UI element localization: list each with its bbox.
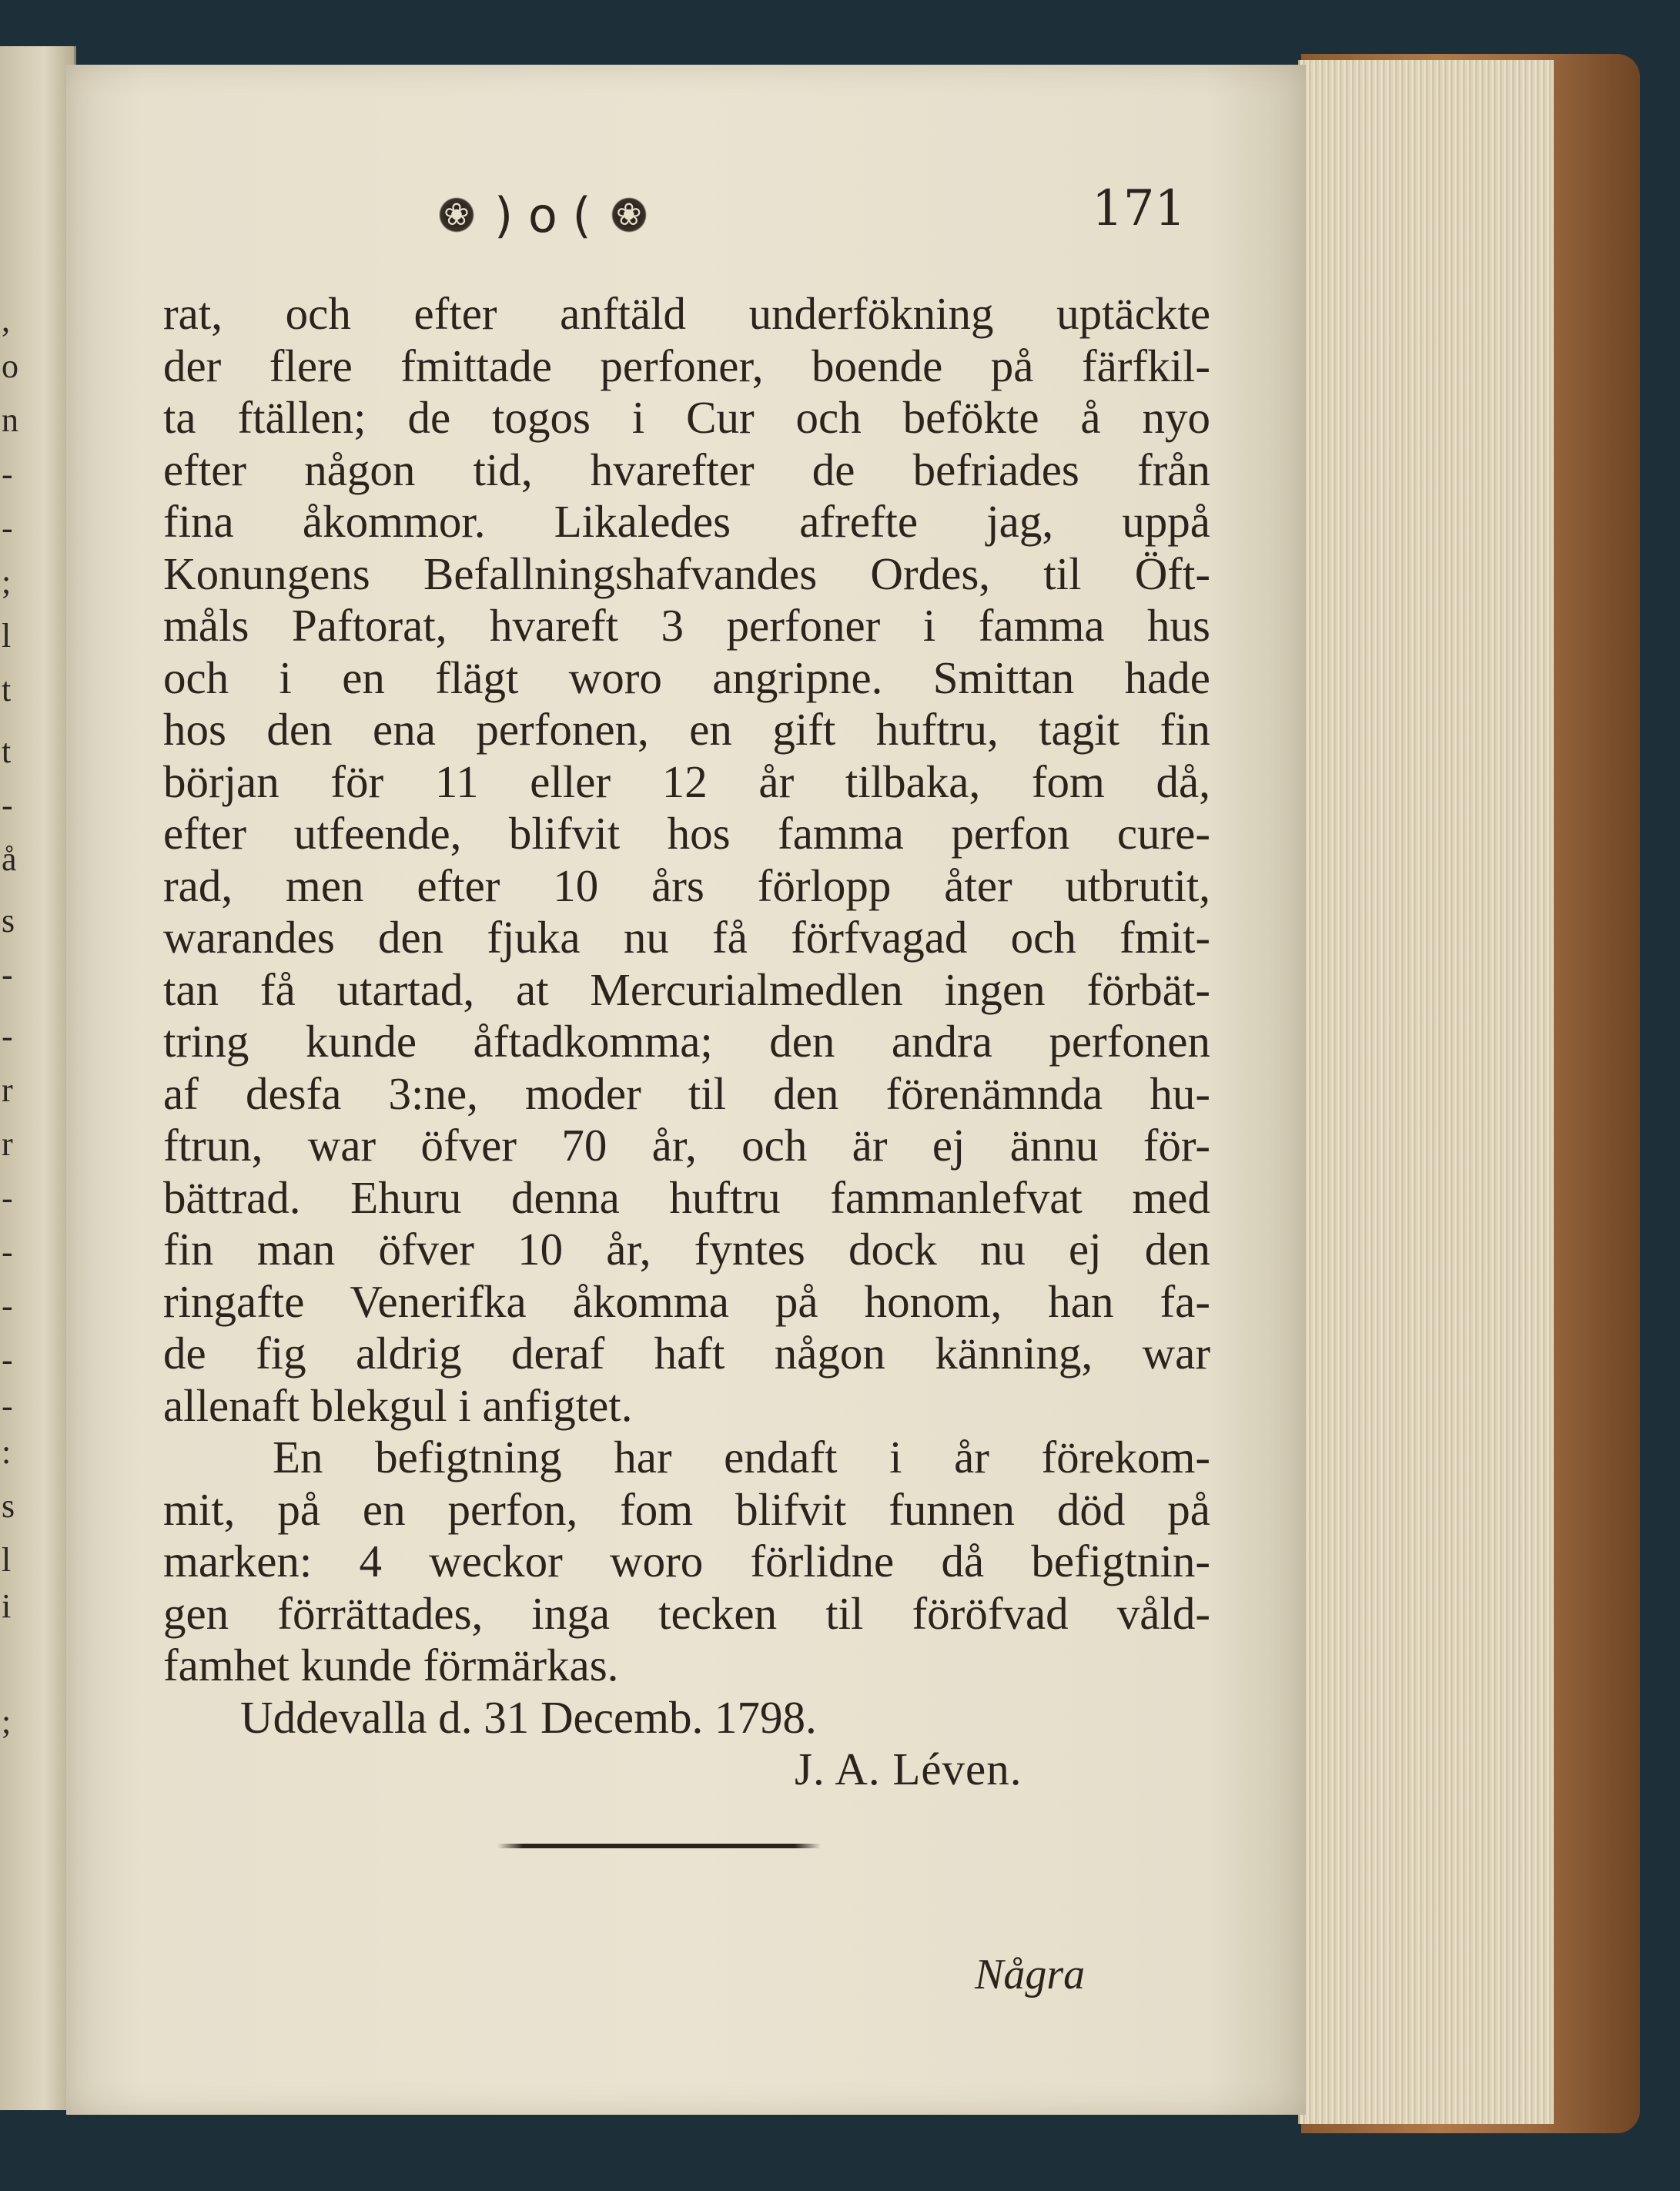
text-line: gen förrättades, inga tecken til föröfvad våld- [163, 1587, 1210, 1639]
text-line: fina åkommor. Likaledes afrefte jag, uppå [163, 496, 1210, 547]
text-line: efter någon tid, hvarefter de befriades från [163, 444, 1210, 495]
left-fragment: t [2, 732, 12, 770]
text-line: allenaft blekgul i anfigtet. [163, 1379, 633, 1431]
left-fragment: ; [2, 1703, 12, 1740]
left-fragment: , [2, 301, 10, 339]
text-line: ringafte Venerifka åkomma på honom, han fa- [163, 1275, 1210, 1327]
catchword: Några [975, 1951, 1086, 1998]
text-line: der flere fmittade perfoner, boende på färfkil- [163, 340, 1210, 391]
closing-rule [497, 1844, 821, 1848]
left-fragment: - [2, 1179, 13, 1217]
left-fragment: - [2, 956, 13, 993]
text-line: warandes den fjuka nu få förfvagad och fmit- [163, 912, 1210, 963]
left-fragment: l [2, 1541, 12, 1579]
left-fragment: r [2, 1071, 13, 1109]
left-fragment: i [2, 1587, 12, 1625]
left-fragment: - [2, 1341, 13, 1379]
left-fragment: s [2, 1487, 15, 1525]
page-edges [1298, 60, 1554, 2124]
left-fragment: s [2, 902, 15, 940]
text-line: måls Paftorat, hvareft 3 perfoner i famma hus [163, 600, 1210, 651]
left-fragment: - [2, 1017, 13, 1055]
text-line: efter utfeende, blifvit hos famma perfon cure- [163, 808, 1210, 859]
left-fragment: - [2, 455, 13, 493]
body-text [163, 288, 1210, 1796]
text-line: marken: 4 weckor woro förlidne då befigtnin- [163, 1536, 1210, 1586]
left-fragment: r [2, 1125, 13, 1163]
page-number: 171 [1092, 180, 1186, 237]
flower-ornament-icon: ❀ [436, 194, 477, 236]
text-line: mit, på en perfon, fom blifvit funnen död på [163, 1483, 1210, 1535]
text-line: ftrun, war öfver 70 år, och är ej ännu för- [163, 1120, 1210, 1171]
left-fragment: : [2, 1433, 12, 1471]
text-line: början för 11 eller 12 år tilbaka, fom då, [163, 755, 1210, 807]
dateline: Uddevalla d. 31 Decemb. 1798. [240, 1691, 817, 1743]
text-line: af desfa 3:ne, moder til den förenämnda hu- [163, 1067, 1210, 1119]
page-header [436, 180, 1206, 250]
text-line: rat, och efter anftäld underfökning uptäckte [163, 288, 1210, 339]
left-fragment: o [2, 347, 18, 385]
header-decoration: ) o ( [494, 186, 591, 243]
text-line: och i en flägt woro angripne. Smittan hade [163, 652, 1210, 703]
left-fragment: - [2, 509, 13, 547]
book-page [66, 65, 1306, 2115]
left-fragment: ; [2, 563, 12, 601]
text-line: ta ftällen; de togos i Cur och befökte å nyo [163, 392, 1210, 443]
left-fragment: t [2, 671, 12, 709]
left-fragment: - [2, 786, 13, 824]
left-fragment: - [2, 1233, 13, 1271]
left-fragment: l [2, 617, 12, 655]
text-line: rad, men efter 10 års förlopp åter utbrutit, [163, 859, 1210, 911]
left-fragment: n [2, 401, 18, 439]
text-line: tring kunde åftadkomma; den andra perfonen [163, 1016, 1210, 1067]
text-line: Konungens Befallningshafvandes Ordes, til Öft- [163, 548, 1210, 599]
text-line: de fig aldrig deraf haft någon känning, war [163, 1328, 1210, 1379]
left-page-edge [0, 46, 76, 2110]
text-line: hos den ena perfonen, en gift huftru, tagit fin [163, 704, 1210, 755]
text-line: fin man öfver 10 år, fyntes dock nu ej den [163, 1224, 1210, 1275]
signature: J. A. Léven. [795, 1744, 1022, 1794]
text-line: bättrad. Ehuru denna huftru fammanlefvat med [163, 1171, 1210, 1223]
text-line: tan få utartad, at Mercurialmedlen ingen förbät- [163, 963, 1210, 1015]
text-line: En befigtning har endaft i år förekom- [273, 1432, 1210, 1482]
left-fragment: - [2, 1387, 13, 1425]
text-line: famhet kunde förmärkas. [163, 1640, 619, 1690]
left-fragment: - [2, 1287, 13, 1325]
flower-ornament-icon: ❀ [608, 194, 650, 236]
left-fragment: å [2, 840, 17, 878]
